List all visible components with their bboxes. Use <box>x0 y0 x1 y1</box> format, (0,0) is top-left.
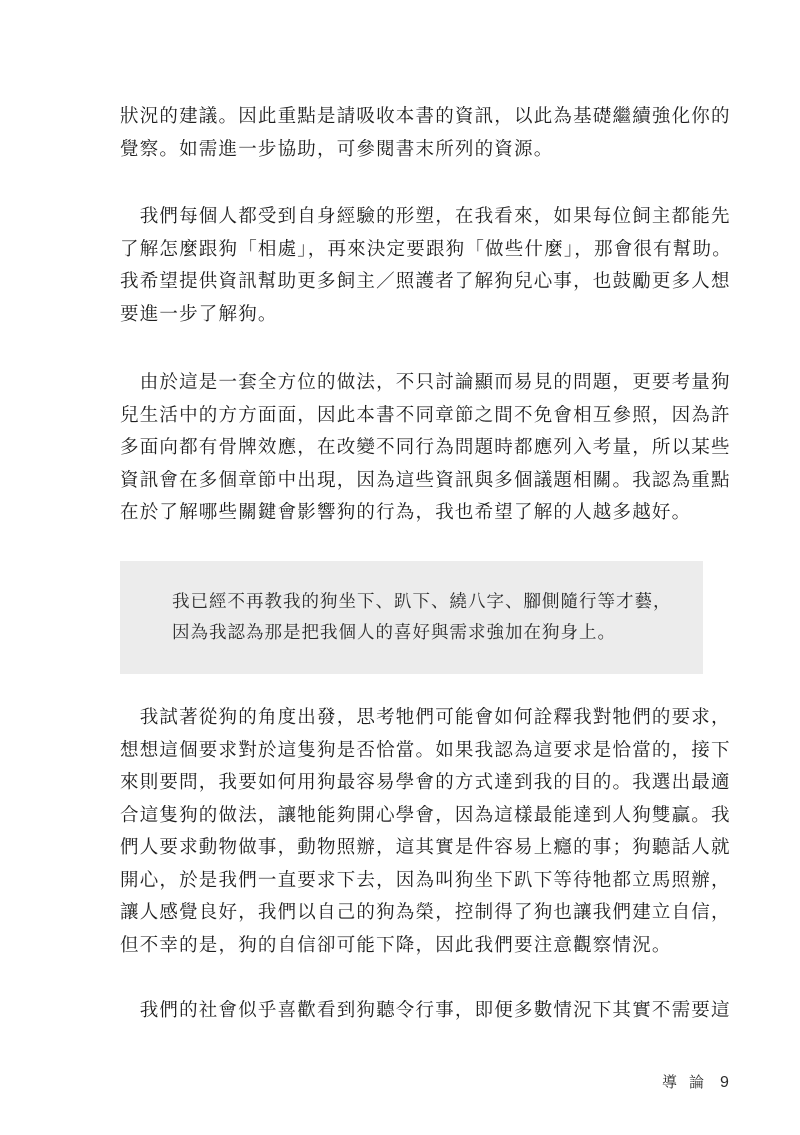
paragraph-2 <box>120 201 732 331</box>
text-line: 我試著從狗的角度出發，思考牠們可能會如何詮釋我對牠們的要求， <box>120 707 731 728</box>
page-number: 9 <box>720 1074 729 1091</box>
text-line: 開心，於是我們一直要求下去，因為叫狗坐下趴下等待牠都立馬照辦， <box>120 869 731 891</box>
paragraph-5 <box>120 995 731 1028</box>
text-line: 但不幸的是，狗的自信卻可能下降，因此我們要注意觀察情況。 <box>120 934 672 956</box>
text-line: 了解怎麼跟狗「相處」，再來決定要跟狗「做些什麼」，那會很有幫助。 <box>120 238 732 260</box>
text-line: 狀況的建議。因此重點是請吸收本書的資訊，以此為基礎繼續強化你的 <box>120 106 731 127</box>
quote-line: 因為我認為那是把我個人的喜好與需求強加在狗身上。 <box>172 623 616 643</box>
text-line: 兒生活中的方方面面，因此本書不同章節之間不免會相互參照，因為許 <box>120 404 731 426</box>
section-label: 導論 <box>662 1073 717 1091</box>
text-line: 我希望提供資訊幫助更多飼主／照護者了解狗兒心事，也鼓勵更多人想 <box>120 271 731 292</box>
paragraph-1 <box>120 101 731 166</box>
text-line: 在於了解哪些關鍵會影響狗的行為，我也希望了解的人越多越好。 <box>120 502 692 523</box>
paragraph-3 <box>120 367 731 530</box>
text-line: 多面向都有骨牌效應，在改變不同行為問題時都應列入考量，所以某些 <box>120 437 731 458</box>
text-line: 合這隻狗的做法，讓牠能夠開心學會，因為這樣最能達到人狗雙贏。我 <box>120 804 731 826</box>
text-line: 覺察。如需進一步協助，可參閱書末所列的資源。 <box>120 138 554 160</box>
paragraph-4 <box>120 702 731 962</box>
text-line: 想想這個要求對於這隻狗是否恰當。如果我認為這要求是恰當的，接下 <box>120 739 731 761</box>
text-line: 讓人感覺良好，我們以自己的狗為榮，控制得了狗也讓我們建立自信， <box>120 902 731 923</box>
text-line: 資訊會在多個章節中出現，因為這些資訊與多個議題相關。我認為重點 <box>120 469 731 491</box>
text-line: 來則要問，我要如何用狗最容易學會的方式達到我的目的。我選出最適 <box>120 772 731 793</box>
text-line: 們人要求動物做事，動物照辦，這其實是件容易上癮的事；狗聽話人就 <box>120 837 731 858</box>
pull-quote-box <box>120 561 703 674</box>
text-line: 由於這是一套全方位的做法，不只討論顯而易見的問題，更要考量狗 <box>120 372 731 393</box>
text-line: 我們的社會似乎喜歡看到狗聽令行事，即便多數情況下其實不需要這 <box>120 1000 731 1021</box>
quote-line: 我已經不再教我的狗坐下、趴下、繞八字、腳側隨行等才藝， <box>172 592 672 612</box>
text-line: 我們每個人都受到自身經驗的形塑，在我看來，如果每位飼主都能先 <box>120 206 731 227</box>
text-line: 要進一步了解狗。 <box>120 303 278 325</box>
page-footer <box>662 1070 729 1094</box>
